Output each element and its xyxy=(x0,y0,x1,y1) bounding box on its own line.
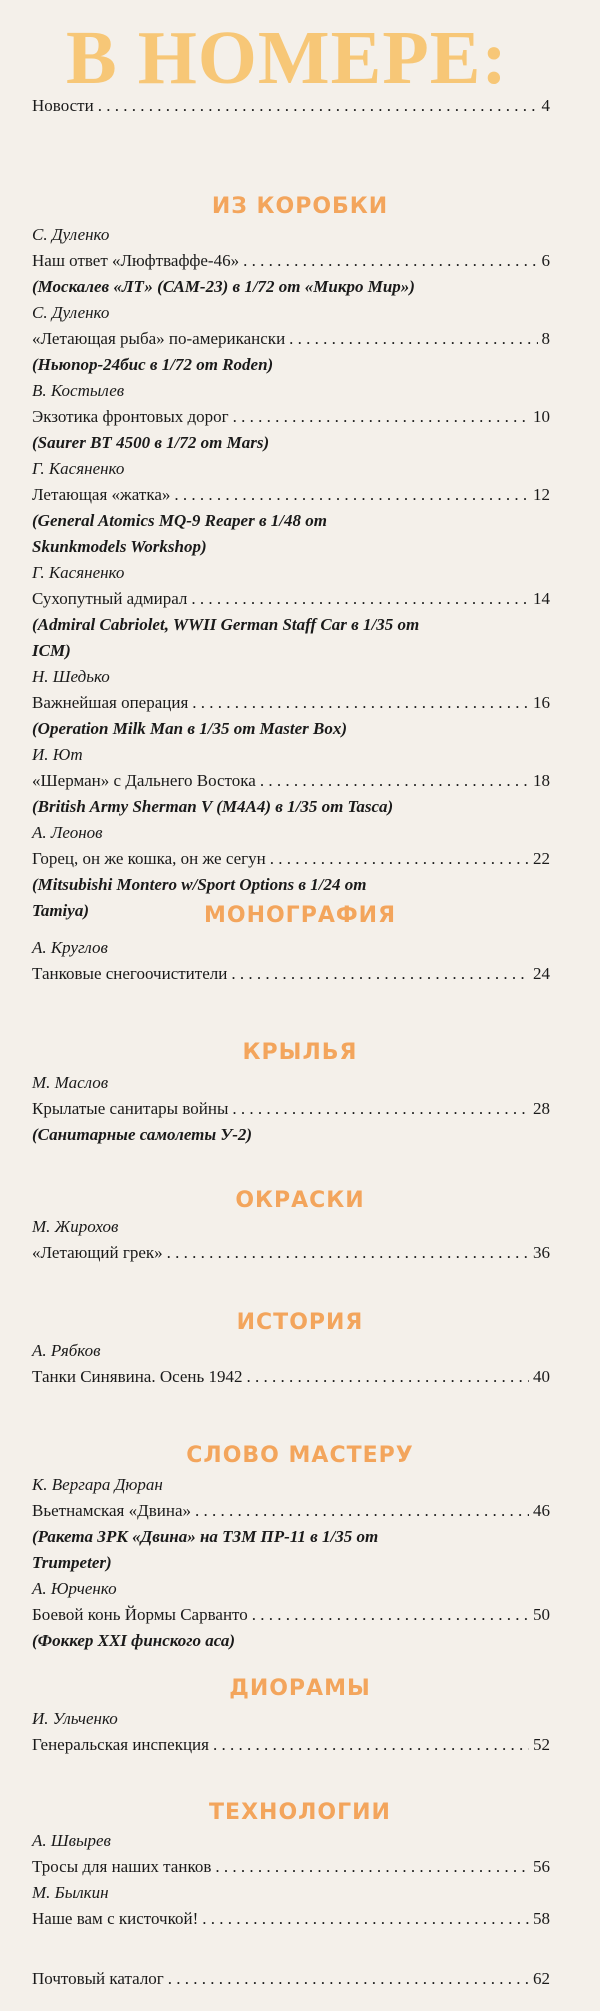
section-articles xyxy=(32,1214,550,1266)
article-author: М. Жирохов xyxy=(32,1217,119,1236)
article-author: М. Маслов xyxy=(32,1073,109,1092)
section-articles xyxy=(32,1828,550,1932)
article-author: А. Швырев xyxy=(32,1831,111,1850)
article-subtitle: (Фоккер XXI финского аса) xyxy=(32,1631,236,1650)
article-line xyxy=(32,961,550,987)
article-subtitle: Skunkmodels Workshop) xyxy=(32,537,207,556)
article-page-number: 28 xyxy=(533,1099,550,1118)
article-title: «Шерман» с Дальнего Востока xyxy=(32,771,256,790)
article-line xyxy=(32,586,550,612)
article-author: А. Юрченко xyxy=(32,1579,117,1598)
article-page-number: 10 xyxy=(533,407,550,426)
leader-dots xyxy=(247,1364,529,1390)
leader-dots xyxy=(270,846,529,872)
article-author: В. Костылев xyxy=(32,381,125,400)
article-page-number: 22 xyxy=(533,849,550,868)
article-author: Г. Касяненко xyxy=(32,563,125,582)
article-author: С. Дуленко xyxy=(32,225,110,244)
article-subtitle: (General Atomics MQ-9 Reaper в 1/48 от xyxy=(32,511,328,530)
article-entry[interactable] xyxy=(32,742,550,820)
article-author: К. Вергара Дюран xyxy=(32,1475,163,1494)
article-entry[interactable] xyxy=(32,222,550,300)
leader-dots xyxy=(168,1965,529,1993)
leader-dots xyxy=(191,586,529,612)
article-title: Экзотика фронтовых дорог xyxy=(32,407,229,426)
article-entry[interactable] xyxy=(32,664,550,742)
section-heading: СЛОВО МАСТЕРУ xyxy=(186,1443,414,1468)
article-page-number: 24 xyxy=(533,964,550,983)
article-page-number: 52 xyxy=(533,1735,550,1754)
section-articles xyxy=(32,1338,550,1390)
article-entry[interactable] xyxy=(32,456,550,560)
article-page-number: 50 xyxy=(533,1605,550,1624)
article-title: Танковые снегоочистители xyxy=(32,964,228,983)
article-page-number: 40 xyxy=(533,1367,550,1386)
article-page-number: 8 xyxy=(541,329,550,348)
article-title: Сухопутный адмирал xyxy=(32,589,188,608)
section-heading: МОНОГРАФИЯ xyxy=(203,903,397,928)
leader-dots xyxy=(213,1732,529,1758)
section-articles xyxy=(32,1472,550,1654)
article-subtitle: (Ньюпор-24бис в 1/72 от Roden) xyxy=(32,355,274,374)
article-page-number: 56 xyxy=(533,1857,550,1876)
article-page-number: 18 xyxy=(533,771,550,790)
article-subtitle: (Москалев «ЛТ» (САМ-23) в 1/72 от «Микро Мир») xyxy=(32,277,415,296)
section-heading: ДИОРАМЫ xyxy=(229,1676,371,1701)
article-page-number: 36 xyxy=(533,1243,550,1262)
leader-dots xyxy=(174,482,529,508)
article-line xyxy=(32,1854,550,1880)
article-title: Важнейшая операция xyxy=(32,693,189,712)
article-line xyxy=(32,404,550,430)
article-line xyxy=(32,1732,550,1758)
article-subtitle: Trumpeter) xyxy=(32,1553,112,1572)
article-line xyxy=(32,482,550,508)
article-author: И. Ульченко xyxy=(32,1709,118,1728)
page-title: В НОМЕРЕ: xyxy=(66,16,508,100)
article-page-number: 6 xyxy=(541,251,550,270)
article-page-number: 58 xyxy=(533,1909,550,1928)
article-title: «Летающий грек» xyxy=(32,1243,163,1262)
article-entry[interactable] xyxy=(32,300,550,378)
article-title: Вьетнамская «Двина» xyxy=(32,1501,191,1520)
section-articles xyxy=(32,935,550,987)
section-articles xyxy=(32,222,550,924)
leader-dots xyxy=(232,1096,529,1122)
article-entry[interactable] xyxy=(32,560,550,664)
article-entry[interactable] xyxy=(32,1706,550,1758)
news-entry[interactable] xyxy=(32,92,550,120)
article-author: А. Леонов xyxy=(32,823,103,842)
article-title: Крылатые санитары войны xyxy=(32,1099,229,1118)
article-author: Г. Касяненко xyxy=(32,459,125,478)
leader-dots xyxy=(195,1498,529,1524)
leader-dots xyxy=(192,690,529,716)
article-line xyxy=(32,326,550,352)
article-author: А. Круглов xyxy=(32,938,108,957)
article-subtitle: (Ракета ЗРК «Двина» на ТЗМ ПР-11 в 1/35 от xyxy=(32,1527,379,1546)
article-title: Наше вам с кисточкой! xyxy=(32,1909,199,1928)
article-subtitle: (Operation Milk Man в 1/35 от Master Box) xyxy=(32,719,348,738)
article-line xyxy=(32,846,550,872)
article-title: «Летающая рыба» по-американски xyxy=(32,329,286,348)
article-subtitle: ICM) xyxy=(32,641,71,660)
article-title: Горец, он же кошка, он же сегун xyxy=(32,849,266,868)
article-page-number: 12 xyxy=(533,485,550,504)
article-title: Наш ответ «Люфтваффе-46» xyxy=(32,251,240,270)
article-entry[interactable] xyxy=(32,1070,550,1148)
article-line xyxy=(32,1498,550,1524)
section-heading: ИСТОРИЯ xyxy=(236,1310,364,1335)
article-entry[interactable] xyxy=(32,1338,550,1390)
section-heading: КРЫЛЬЯ xyxy=(242,1040,358,1065)
article-entry[interactable] xyxy=(32,378,550,456)
article-title: Боевой конь Йормы Сарванто xyxy=(32,1605,248,1624)
catalog-title: Почтовый каталог xyxy=(32,1969,164,1988)
article-author: М. Былкин xyxy=(32,1883,109,1902)
section-articles xyxy=(32,1706,550,1758)
article-line xyxy=(32,1364,550,1390)
section-heading: ТЕХНОЛОГИИ xyxy=(209,1800,391,1825)
leader-dots xyxy=(233,404,529,430)
article-subtitle: (Saurer BT 4500 в 1/72 от Mars) xyxy=(32,433,270,452)
article-entry[interactable] xyxy=(32,1472,550,1576)
article-page-number: 14 xyxy=(533,589,550,608)
news-page: 4 xyxy=(541,96,550,115)
article-title: Тросы для наших танков xyxy=(32,1857,212,1876)
article-author: С. Дуленко xyxy=(32,303,110,322)
catalog-page: 62 xyxy=(533,1969,550,1988)
article-subtitle: (Mitsubishi Montero w/Sport Options в 1/24 от xyxy=(32,875,367,894)
section-articles xyxy=(32,1070,550,1148)
article-page-number: 16 xyxy=(533,693,550,712)
leader-dots xyxy=(231,961,529,987)
leader-dots xyxy=(98,92,538,120)
article-title: Танки Синявина. Осень 1942 xyxy=(32,1367,243,1386)
leader-dots xyxy=(252,1602,529,1628)
article-author: Н. Шедько xyxy=(32,667,110,686)
news-title: Новости xyxy=(32,96,94,115)
article-title: Генеральская инспекция xyxy=(32,1735,209,1754)
section-heading: ИЗ КОРОБКИ xyxy=(211,194,389,219)
leader-dots xyxy=(260,768,529,794)
article-author: А. Рябков xyxy=(32,1341,101,1360)
article-entry[interactable] xyxy=(32,1828,550,1880)
article-line xyxy=(32,1240,550,1266)
article-line xyxy=(32,768,550,794)
article-entry[interactable] xyxy=(32,1214,550,1266)
leader-dots xyxy=(202,1906,529,1932)
article-entry[interactable] xyxy=(32,935,550,987)
article-line xyxy=(32,1096,550,1122)
article-author: И. Ют xyxy=(32,745,83,764)
article-line xyxy=(32,1602,550,1628)
article-title: Летающая «жатка» xyxy=(32,485,171,504)
article-line xyxy=(32,690,550,716)
article-subtitle: (Admiral Cabriolet, WWII German Staff Car в 1/35 от xyxy=(32,615,420,634)
leader-dots xyxy=(289,326,537,352)
leader-dots xyxy=(167,1240,529,1266)
article-entry[interactable] xyxy=(32,1576,550,1654)
article-entry[interactable] xyxy=(32,1880,550,1932)
section-heading: ОКРАСКИ xyxy=(235,1188,365,1213)
article-line xyxy=(32,248,550,274)
leader-dots xyxy=(215,1854,529,1880)
article-line xyxy=(32,1906,550,1932)
article-subtitle: (Санитарные самолеты У-2) xyxy=(32,1125,253,1144)
article-subtitle: Tamiya) xyxy=(32,901,89,920)
article-page-number: 46 xyxy=(533,1501,550,1520)
leader-dots xyxy=(243,248,537,274)
article-subtitle: (British Army Sherman V (M4A4) в 1/35 от Tasca) xyxy=(32,797,394,816)
catalog-entry[interactable] xyxy=(32,1965,550,1993)
